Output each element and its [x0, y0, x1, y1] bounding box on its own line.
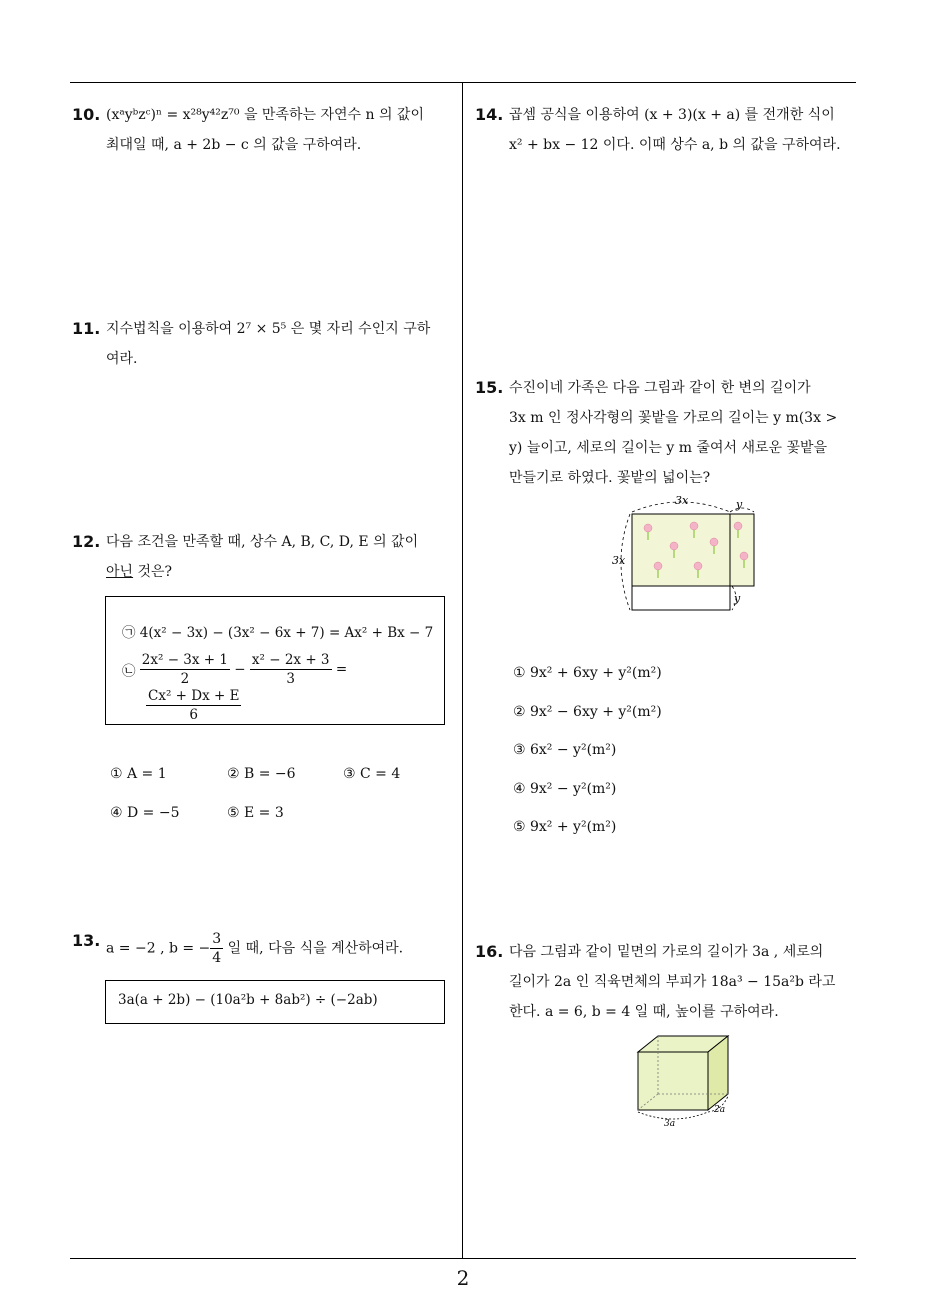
fraction-denominator: 3 — [286, 671, 295, 687]
flower-icon — [690, 522, 698, 530]
fraction — [250, 651, 332, 688]
operator: − — [234, 661, 246, 678]
condition-1 — [122, 621, 433, 641]
question-13 — [72, 926, 457, 967]
flower-icon — [710, 538, 718, 546]
bottom-rule — [70, 1258, 856, 1259]
flower-icon — [654, 562, 662, 570]
choice-4[interactable]: ④ D = −5 — [110, 805, 180, 821]
underlined-word: 아닌 — [106, 564, 134, 580]
question-text: a = −2 , b = − — [106, 940, 211, 957]
flower-icon — [694, 562, 702, 570]
fraction-denominator: 6 — [189, 707, 199, 723]
flower-icon — [670, 542, 678, 550]
choice-1[interactable]: ① 9x² + 6xy + y²(m²) — [513, 665, 662, 681]
cuboid-front-face — [638, 1052, 708, 1110]
question-text-line: 다음 그림과 같이 밑면의 가로의 길이가 3a , 세로의 — [509, 944, 824, 960]
question-text-line: 3x m 인 정사각형의 꽃밭을 가로의 길이는 y m(3x > — [509, 410, 838, 426]
question-text-line: 만들기로 하였다. 꽃밭의 넓이는? — [509, 470, 711, 486]
label-2a: 2a — [714, 1105, 726, 1115]
question-14 — [475, 100, 860, 160]
flower-icon — [734, 522, 742, 530]
question-number: 13. — [72, 931, 101, 950]
label-y-bottom: y — [734, 592, 741, 605]
question-12 — [72, 527, 457, 587]
question-number: 14. — [475, 105, 504, 124]
label-3x-top: 3x — [675, 494, 689, 507]
condition-2 — [122, 651, 347, 688]
cuboid-figure — [628, 1030, 738, 1130]
label-3x-left: 3x — [612, 554, 626, 567]
flower-garden-figure — [608, 490, 768, 615]
condition-mark: ㉡ — [122, 663, 136, 680]
question-text-line: 한다. a = 6, b = 4 일 때, 높이를 구하여라. — [509, 1004, 779, 1020]
question-number: 16. — [475, 942, 504, 961]
condition-2-rhs — [146, 687, 241, 724]
question-text-line: 수진이네 가족은 다음 그림과 같이 한 변의 길이가 — [509, 380, 811, 396]
top-rule — [70, 82, 856, 83]
choice-5[interactable]: ⑤ E = 3 — [227, 805, 284, 821]
question-text-line: 곱셈 공식을 이용하여 (x + 3)(x + a) 를 전개한 식이 — [509, 107, 835, 123]
choice-3[interactable]: ③ C = 4 — [343, 766, 401, 782]
choice-3[interactable]: ③ 6x² − y²(m²) — [513, 742, 617, 758]
fraction — [210, 930, 223, 967]
condition-box — [105, 596, 445, 725]
fraction-numerator: x² − 2x + 3 — [251, 652, 330, 668]
label-3a: 3a — [664, 1119, 676, 1129]
question-15 — [475, 373, 860, 493]
question-text-line: y) 늘이고, 세로의 길이는 y m 줄여서 새로운 꽃밭을 — [509, 440, 828, 456]
question-10 — [72, 100, 457, 160]
question-text-line: 여라. — [106, 351, 138, 367]
choice-1[interactable]: ① A = 1 — [110, 766, 167, 782]
question-text-line: (xᵃyᵇzᶜ)ⁿ = x²⁸y⁴²z⁷⁰ 을 만족하는 자연수 n 의 값이 — [106, 107, 424, 123]
question-text: 것은? — [133, 564, 173, 580]
question-number: 11. — [72, 319, 101, 338]
fraction-denominator: 4 — [212, 950, 222, 966]
question-text-line: x² + bx − 12 이다. 이때 상수 a, b 의 값을 구하여라. — [509, 137, 841, 153]
expression-box — [105, 980, 445, 1024]
question-number: 15. — [475, 378, 504, 397]
condition-mark: ㉠ — [122, 625, 136, 641]
question-text-line: 다음 조건을 만족할 때, 상수 A, B, C, D, E 의 값이 — [106, 534, 419, 550]
fraction — [146, 687, 241, 724]
fraction-denominator: 2 — [180, 671, 190, 687]
dimension-arc-3a — [638, 1112, 708, 1119]
operator: = — [335, 661, 348, 678]
fraction-numerator: 2x² − 3x + 1 — [141, 652, 228, 668]
fraction-numerator: Cx² + Dx + E — [148, 688, 240, 704]
question-number: 12. — [72, 532, 101, 551]
question-text-line: 길이가 2a 인 직육면체의 부피가 18a³ − 15a²b 라고 — [509, 974, 836, 990]
question-number: 10. — [72, 105, 101, 124]
fraction — [140, 651, 230, 688]
choice-5[interactable]: ⑤ 9x² + y²(m²) — [513, 819, 617, 835]
flower-icon — [740, 552, 748, 560]
flower-icon — [644, 524, 652, 532]
condition-expression: 4(x² − 3x) − (3x² − 6x + 7) = Ax² + Bx − 7 — [139, 625, 434, 641]
question-text-line: 최대일 때, a + 2b − c 의 값을 구하여라. — [106, 137, 362, 153]
expression: 3a(a + 2b) − (10a²b + 8ab²) ÷ (−2ab) — [118, 992, 378, 1008]
page-number: 2 — [456, 1266, 470, 1290]
question-text-line: 지수법칙을 이용하여 2⁷ × 5⁵ 은 몇 자리 수인지 구하 — [106, 321, 431, 337]
question-11 — [72, 314, 457, 374]
choice-2[interactable]: ② 9x² − 6xy + y²(m²) — [513, 704, 662, 720]
label-y-top: y — [736, 498, 743, 511]
garden-removed-strip — [632, 586, 730, 610]
question-16 — [475, 937, 860, 1027]
choice-4[interactable]: ④ 9x² − y²(m²) — [513, 781, 617, 797]
question-text: 일 때, 다음 식을 계산하여라. — [223, 940, 404, 957]
column-divider — [462, 82, 463, 1259]
fraction-numerator: 3 — [212, 931, 222, 947]
choice-2[interactable]: ② B = −6 — [227, 766, 296, 782]
